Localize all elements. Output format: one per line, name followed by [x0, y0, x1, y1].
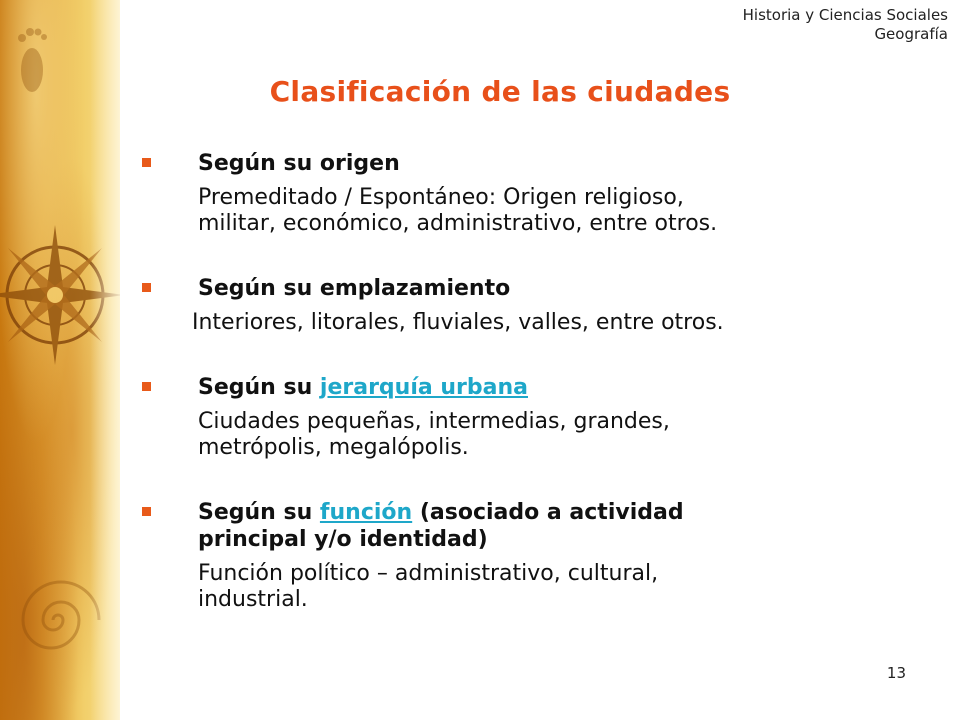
course-header: [743, 6, 948, 44]
bullet-description-line: Premeditado / Espontáneo: Origen religioso,: [198, 185, 684, 210]
funcion-link[interactable]: función: [319, 500, 413, 525]
bullet-item-jerarquia: [140, 374, 900, 461]
bullet-heading-prefix: Según su: [198, 375, 320, 400]
jerarquia-urbana-link[interactable]: jerarquía urbana: [319, 375, 528, 400]
bullet-description-line: militar, económico, administrativo, entre otros.: [198, 211, 718, 236]
bullet-item-emplazamiento: [140, 275, 900, 336]
course-topic: Geografía: [874, 25, 948, 43]
bullet-heading: Según su emplazamiento: [198, 276, 511, 301]
bullet-heading: [198, 374, 900, 401]
panel-fade: [90, 0, 120, 720]
bullet-list: [140, 150, 900, 613]
square-bullet-icon: [142, 382, 151, 391]
bullet-description-line: metrópolis, megalópolis.: [198, 435, 469, 460]
bullet-description-line: Ciudades pequeñas, intermedias, grandes,: [198, 409, 670, 434]
bullet-description-line: Función político – administrativo, cultural,: [198, 561, 659, 586]
bullet-item-origen: [140, 150, 900, 237]
bullet-heading: Según su origen: [198, 151, 400, 176]
bullet-heading-prefix: Según su: [198, 500, 320, 525]
slide-title: Clasificación de las ciudades: [269, 75, 731, 108]
bullet-description-line: industrial.: [198, 587, 308, 612]
page-number: 13: [886, 664, 906, 682]
square-bullet-icon: [142, 283, 151, 292]
footprint-icon: [12, 20, 52, 100]
square-bullet-icon: [142, 158, 151, 167]
bullet-item-funcion: [140, 499, 900, 613]
course-subject: Historia y Ciencias Sociales: [742, 6, 948, 24]
bullet-heading-suffix: (asociado a actividad: [412, 500, 684, 525]
bullet-heading-line2: principal y/o identidad): [198, 527, 488, 552]
decorative-side-panel: [0, 0, 120, 720]
square-bullet-icon: [142, 507, 151, 516]
bullet-heading: [198, 499, 900, 526]
bullet-description-line: Interiores, litorales, fluviales, valles, entre otros.: [192, 310, 724, 335]
